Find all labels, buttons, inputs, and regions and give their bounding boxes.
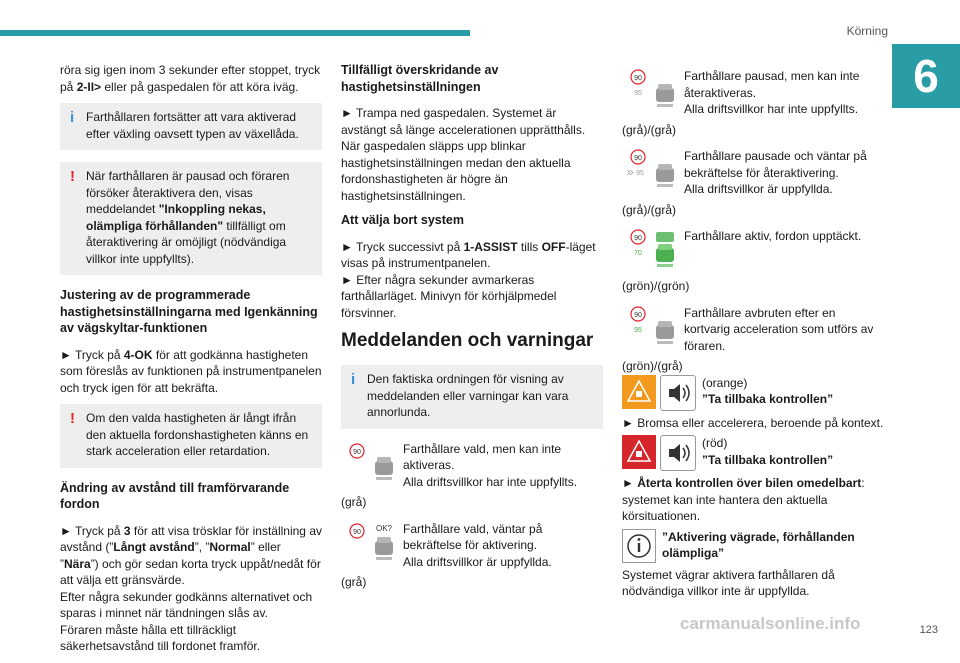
column-2 (341, 62, 603, 601)
alert-row: (orange) ”Ta tillbaka kontrollen” (622, 375, 884, 411)
section-heading: Justering av de programmerade hastighetsinställningarna med Igenkänning av vägskyltar-funktionen (60, 288, 318, 335)
message-row (341, 521, 603, 571)
message-text: Farthållare aktiv, fordon upptäckt. (684, 229, 862, 243)
message-text: Farthållare pausad, men kan inte återaktiveras. Alla driftsvillkor har inte uppfyllts. (684, 69, 860, 116)
running-head: Körning (846, 24, 888, 38)
watermark: carmanualsonline.info (680, 614, 861, 633)
svg-text:90: 90 (634, 155, 642, 162)
cruise-paused-icon (622, 68, 684, 114)
red-warning-icon (622, 435, 656, 469)
alert-row: ”Aktivering vägrade, förhållanden olämpliga” (622, 529, 884, 563)
svg-text:70: 70 (634, 250, 642, 257)
message-row (622, 305, 884, 355)
paragraph: ► Återta kontrollen över bilen omedelbart: systemet kan inte hantera den aktuella körsituationen. (622, 476, 865, 523)
warning-icon: ! (70, 410, 75, 427)
cruise-paused-confirm-icon (622, 148, 684, 194)
section-heading: Att välja bort system (341, 213, 464, 227)
section-heading: Tillfälligt överskridande av hastighetsinställningen (341, 63, 499, 94)
svg-text:90: 90 (353, 528, 361, 536)
cruise-confirm-icon (341, 521, 403, 567)
color-note: (grå)/(grå) (622, 122, 677, 137)
speaker-icon (660, 375, 696, 411)
message-text: Farthållare vald, väntar på bekräftelse för aktivering. Alla driftsvillkor är uppfyllda. (403, 521, 552, 569)
svg-text:90: 90 (634, 311, 642, 319)
info-icon: i (70, 109, 75, 126)
paragraph: röra sig igen inom 3 sekunder efter stoppet, tryck på 2-II> eller på gaspedalen för att köra iväg. (60, 63, 321, 94)
alert-row: (röd) ”Ta tillbaka kontrollen” (622, 435, 884, 471)
svg-text:95: 95 (634, 90, 642, 97)
warning-note: ! När farthållaren är pausad och föraren försöker återaktivera den, visas meddelandet "Inkoppling nekas, olämpliga förhållanden" tillfälligt om återaktivering är omöjligt (nödvändiga villkor inte uppfyllts). (60, 162, 322, 275)
info-icon: i (351, 371, 356, 388)
svg-text:OK?: OK? (375, 523, 393, 533)
svg-text:90: 90 (634, 75, 642, 82)
section-heading: Ändring av avstånd till framförvarande fordon (60, 480, 290, 511)
warning-icon: ! (70, 168, 75, 185)
message-row (622, 68, 884, 118)
message-text: Farthållare pausade och väntar på bekräftelse för återaktivering. Alla driftsvillkor är uppfyllda. (684, 149, 867, 196)
column-3 (622, 68, 884, 608)
svg-text:90: 90 (634, 235, 642, 242)
paragraph: ► Tryck på 4-OK för att godkänna hastigheten som föreslås av funktionen på instrumentpanelen och tryck igen för att bekräfta. (60, 347, 322, 395)
svg-text:90: 90 (353, 448, 361, 456)
speaker-icon (660, 435, 696, 471)
warning-note: ! Om den valda hastigheten är långt ifrån den aktuella fordonshastigheten känns en stark acceleration eller retardation. (60, 404, 322, 468)
chapter-heading: Meddelanden och varningar (341, 330, 594, 351)
info-note: i Den faktiska ordningen för visning av meddelanden eller varningar kan vara annorlunda. (341, 365, 603, 429)
orange-warning-icon (622, 375, 656, 409)
paragraph: ► Tryck på 3 för att visa trösklar för inställning av avstånd (”Långt avstånd”, ”Normal” eller ”Nära”) och gör sedan korta tryck uppåt/nedåt för att välja ett gränsvärde. Efter några sekunder godkänns alternativet och sparas i minnet när tändningen slås av. Föraren måste hålla ett tillräckligt säkerhetsavstånd till fordonet framför. (60, 523, 322, 653)
header-accent-bar (0, 30, 470, 36)
paragraph: ► Trampa ned gaspedalen. Systemet är avstängt så länge accelerationen upprätthålls. När gaspedalen släpps upp blinkar hastighetsinställningen medan den aktuella fordonshastigheten är högre än hastighetsinställningen. (341, 106, 586, 203)
cruise-grey-icon (341, 441, 403, 487)
message-text: Farthållare vald, men kan inte aktiveras. Alla driftsvillkor har inte uppfyllts. (403, 441, 578, 489)
paragraph: ► Tryck successivt på 1-ASSIST tills OFF-läget visas på instrumentpanelen. ► Efter några sekunder avmarkeras farthållarläget. Minivyn för körhjälpmedel försvinner. (341, 239, 596, 320)
color-note: (grå) (341, 495, 367, 509)
color-note: (grå) (341, 575, 367, 589)
message-row (341, 441, 603, 491)
message-row (622, 148, 884, 198)
cruise-interrupted-icon (622, 305, 684, 351)
cruise-active-icon (622, 228, 684, 274)
message-text: Farthållare avbruten efter en kortvarig acceleration som utförs av föraren. (684, 305, 874, 353)
color-note: (grön)/(grå) (622, 359, 683, 373)
svg-text:95: 95 (636, 170, 644, 177)
paragraph: Systemet vägrar aktivera farthållaren då nödvändiga villkor inte är uppfyllda. (622, 567, 835, 598)
column-1 (60, 62, 322, 663)
page-number: 123 (919, 624, 938, 636)
svg-text:95: 95 (634, 326, 642, 334)
info-note: i Farthållaren fortsätter att vara aktiverad efter växling oavsett typen av växellåda. (60, 103, 322, 150)
chapter-number: 6 (892, 44, 960, 108)
message-row (622, 228, 884, 274)
paragraph: ► Bromsa eller accelerera, beroende på kontext. (622, 415, 884, 430)
color-note: (grå)/(grå) (622, 202, 677, 217)
color-note: (grön)/(grön) (622, 279, 690, 293)
info-circle-icon (622, 529, 656, 563)
